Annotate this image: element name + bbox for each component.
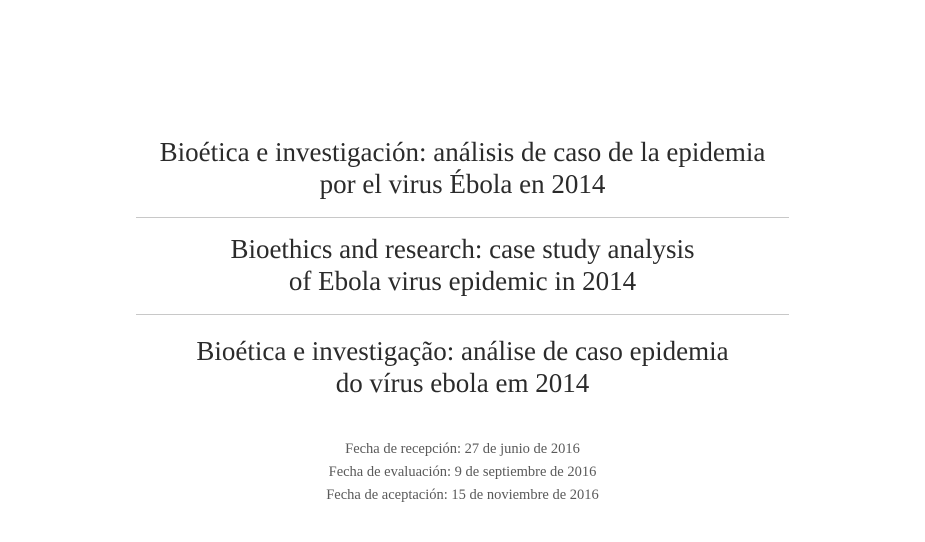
title-portuguese-line-2: do vírus ebola em 2014 <box>335 368 590 398</box>
title-portuguese <box>136 335 789 399</box>
title-english-line-2: of Ebola virus epidemic in 2014 <box>288 266 637 296</box>
date-evaluated: Fecha de evaluación: 9 de septiembre de 2016 <box>328 464 597 480</box>
title-portuguese-line-1: Bioética e investigação: análise de caso epidemia <box>196 336 729 366</box>
divider-bottom <box>136 314 789 315</box>
title-english <box>136 233 789 297</box>
title-spanish-line-1: Bioética e investigación: análisis de caso de la epidemia <box>159 137 766 167</box>
title-spanish-line-2: por el virus Ébola en 2014 <box>319 169 606 199</box>
divider-top <box>136 217 789 218</box>
title-english-line-1: Bioethics and research: case study analysis <box>230 234 695 264</box>
date-accepted: Fecha de aceptación: 15 de noviembre de 2016 <box>326 487 599 503</box>
date-received: Fecha de recepción: 27 de junio de 2016 <box>345 441 580 457</box>
article-dates <box>136 438 789 507</box>
title-spanish <box>136 136 789 200</box>
